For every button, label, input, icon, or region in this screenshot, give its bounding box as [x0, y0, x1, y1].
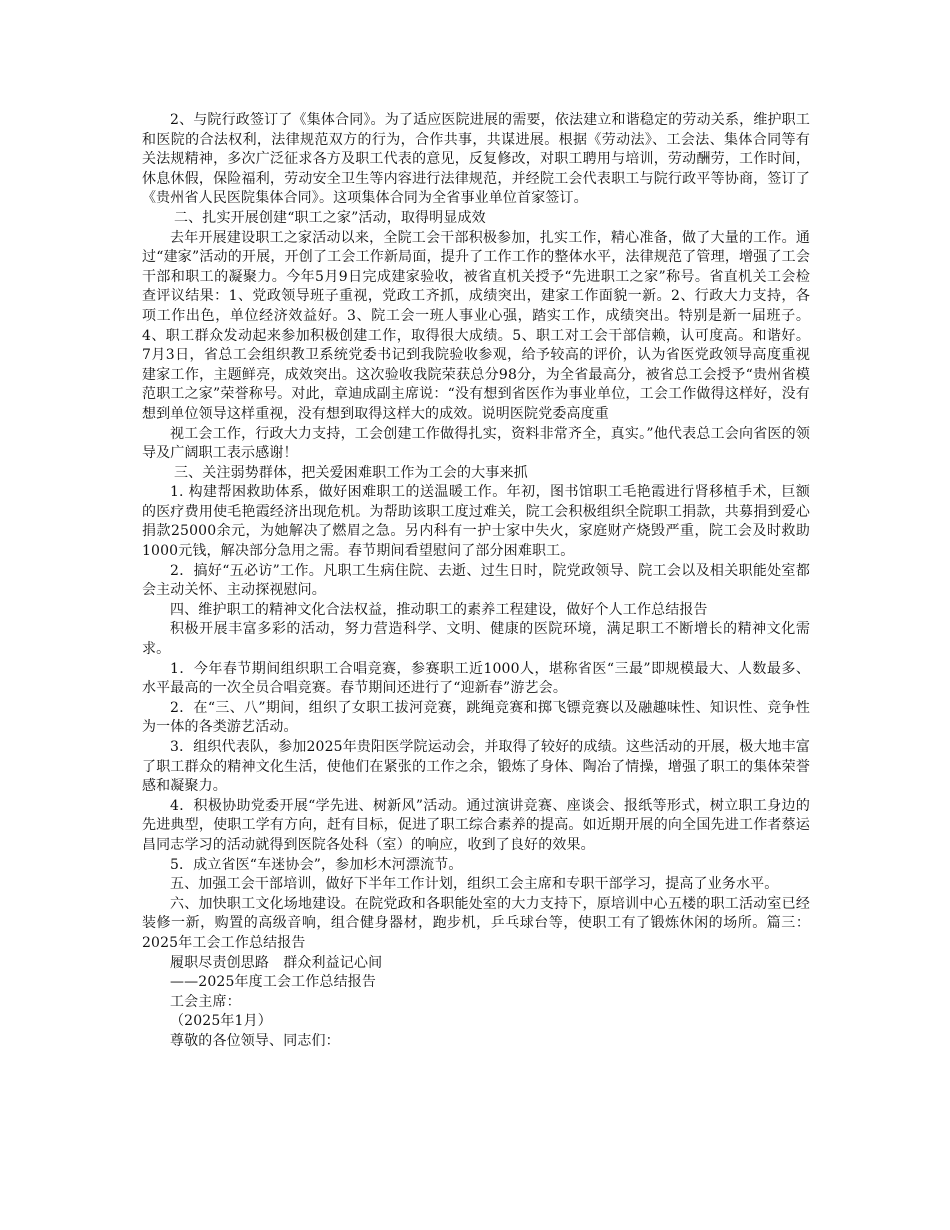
report-author-line: 工会主席：	[170, 993, 241, 1010]
heading-section-four: 四、维护职工的精神文化合法权益，推动职工的素养工程建设，做好个人工作总结报告	[170, 601, 708, 618]
paragraph-learn-advanced: 4．积极协助党委开展“学先进、树新风”活动。通过演讲竞赛、座谈会、报纸等形式，树立职工身边的先进典型，使职工学有方向，赶有目标，促进了职工综合素养的提高。如近期开展的向全国先进工作者蔡运昌同志学习的活动就得到医院各处科（室）的响应，收到了良好的效果。	[142, 797, 810, 853]
paragraph-cultural-needs: 积极开展丰富多彩的活动，努力营造科学、文明、健康的医院环境，满足职工不断增长的精神文化需求。	[142, 621, 810, 658]
report-salutation: 尊敬的各位领导、同志们：	[170, 1032, 340, 1049]
heading-section-six: 六、加快职工文化场地建设。在院党政和各职能处室的大力支持下，原培训中心五楼的职工活动室已经装修一新，购置的高级音响，组合健身器材，跑步机，乒乓球台等，使职工有了锻炼休闲的场所。篇三：2025年工会工作总结报告	[142, 895, 810, 951]
heading-section-five: 五、加强工会干部培训，做好下半年工作计划，组织工会主席和专职干部学习，提高了业务水平。	[170, 876, 779, 893]
paragraph-womens-day: 2．在“三、八”期间，组织了女职工拔河竞赛，跳绳竞赛和掷飞镖竞赛以及融趣味性、知识性、竞争性为一体的各类游艺活动。	[142, 699, 810, 736]
paragraph-collective-contract: 2、与院行政签订了《集体合同》。为了适应医院进展的需要，依法建立和谐稳定的劳动关系，维护职工和医院的合法权利，法律规范双方的行为，合作共事，共谋进展。根据《劳动法》、工会法、集体合同等有关法规精神，多次广泛征求各方及职工代表的意见，反复修改，对职工聘用与培训，劳动酬劳，工作时间，休息休假，保险福利，劳动安全卫生等内容进行法律规范，并经院工会代表职工与院行政平等协商，签订了《贵州省人民医院集体合同》。这项集体合同为全省事业单位首家签订。	[142, 112, 810, 207]
paragraph-choir-contest: 1．今年春节期间组织职工合唱竞赛，参赛职工近1000人，堪称省医“三最”即规模最大、人数最多、水平最高的一次全员合唱竞赛。春节期间还进行了“迎新春”游艺会。	[142, 660, 810, 697]
paragraph-workers-home: 去年开展建设职工之家活动以来，全院工会干部积极参加，扎实工作，精心准备，做了大量的工作。通过“建家”活动的开展，开创了工会工作新局面，提升了工作工作的整体水平，法律规范了管理，增强了工会干部和职工的凝聚力。今年5月9日完成建家验收，被省直机关授予“先进职工之家”称号。省直机关工会检查评议结果：1、党政领导班子重视，党政工齐抓，成绩突出，建家工作面貌一新。2、行政大力支持，各项工作出色，单位经济效益好。3、院工会一班人事业心强，踏实工作，成绩突出。特别是新一届班子。4、职工群众发动起来参加积极创建工作，取得很大成绩。5、职工对工会干部信赖，认可度高。和谐好。 7月3日，省总工会组织教卫系统党委书记到我院验收参观，给予较高的评价，认为省医党政领导高度重视建家工作，主题鲜亮，成效突出。这次验收我院荣获总分98分，为全省最高分，被省总工会授予“贵州省模范职工之家”荣誉称号。对此，章迪成副主席说：“没有想到省医作为事业单位，工会工作做得这样好，没有想到单位领导这样重视，没有想到取得这样大的成效。说明医院党委高度重	[142, 229, 810, 422]
report-subtitle: ——2025年度工会工作总结报告	[170, 974, 377, 991]
paragraph-assistance-system: 1. 构建帮困救助体系，做好困难职工的送温暖工作。年初，图书馆职工毛艳霞进行肾移植手术，巨额的医疗费用使毛艳霞经济出现危机。为帮助该职工度过难关，院工会积极组织全院职工捐款，共募捐到爱心捐款25000余元，为她解决了燃眉之急。另内科有一护士家中失火，家庭财产烧毁严重，院工会及时救助1000元钱，解决部分急用之需。春节期间看望慰问了部分困难职工。	[142, 484, 810, 560]
paragraph-sports-meet: 3．组织代表队，参加2025年贵阳医学院运动会，并取得了较好的成绩。这些活动的开展，极大地丰富了职工群众的精神文化生活，使他们在紧张的工作之余，锻炼了身体、陶冶了情操，增强了职工的集体荣誉感和凝聚力。	[142, 739, 810, 795]
paragraph-car-club: 5．成立省医“车迷协会”，参加杉木河漂流节。	[170, 856, 463, 873]
heading-section-two: 二、扎实开展创建“职工之家”活动，取得明显成效	[174, 209, 486, 226]
document-body	[142, 111, 810, 1052]
paragraph-five-visits: 2．搞好“五必访”工作。凡职工生病住院、去逝、过生日时，院党政领导、院工会以及相关职能处室都会主动关怀、主动探视慰问。	[142, 562, 810, 599]
heading-section-three: 三、关注弱势群体，把关爱困难职工作为工会的大事来抓	[174, 464, 528, 481]
report-date: （2025年1月）	[170, 1013, 272, 1030]
paragraph-workers-home-cont: 视工会工作，行政大力支持，工会创建工作做得扎实，资料非常齐全，真实。”他代表总工会向省医的领导及广阔职工表示感谢！	[142, 425, 810, 462]
report-title: 履职尽责创思路 群众利益记心间	[170, 954, 383, 971]
